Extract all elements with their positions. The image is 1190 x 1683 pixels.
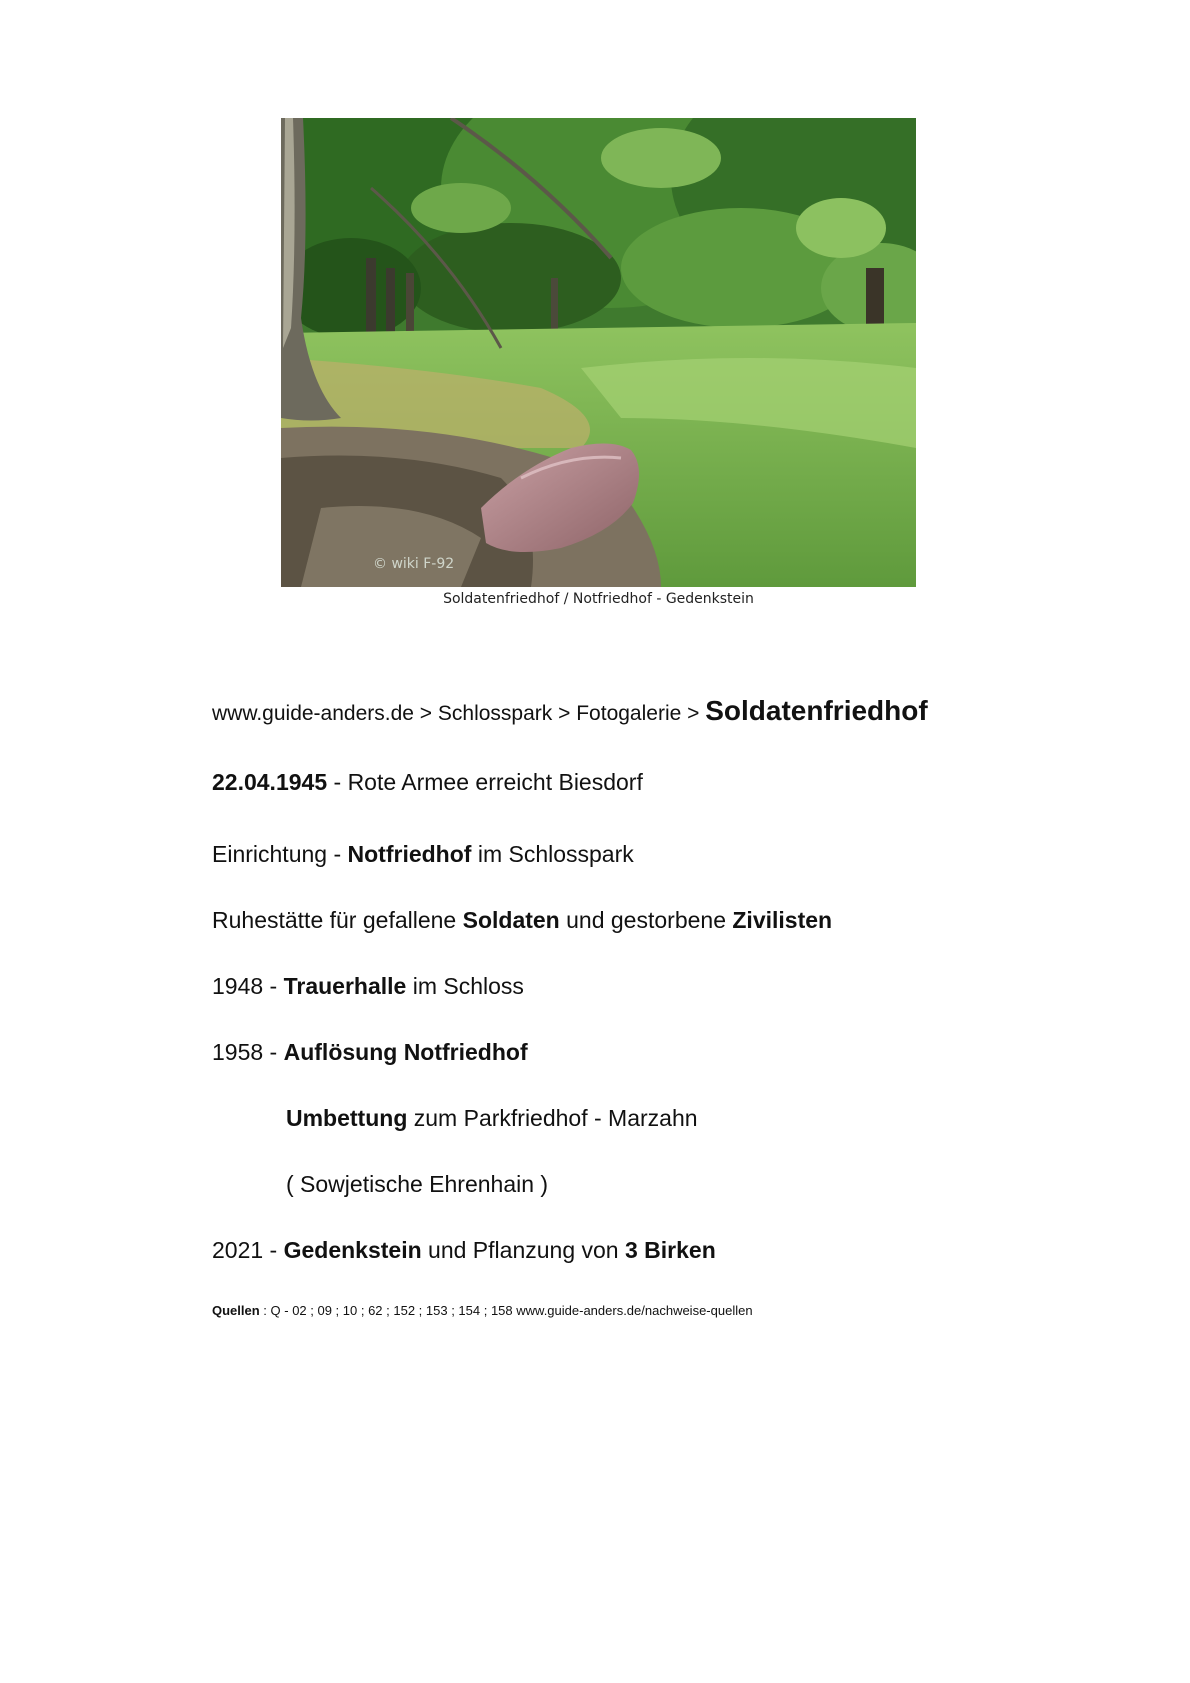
text-parkfriedhof: zum Parkfriedhof - Marzahn: [407, 1105, 698, 1131]
text-1945: - Rote Armee erreicht Biesdorf: [327, 769, 643, 795]
text-line-ehrenhain: [286, 1171, 548, 1199]
text-line-1958: [212, 1039, 528, 1067]
sources-label: Quellen: [212, 1303, 260, 1318]
year-1958: 1958 -: [212, 1039, 284, 1065]
year-1948: 1948 -: [212, 973, 284, 999]
text-line-1945: [212, 769, 643, 797]
text-pflanzung: und Pflanzung von: [421, 1237, 625, 1263]
text-im-schloss: im Schloss: [406, 973, 524, 999]
text-einrichtung: Einrichtung -: [212, 841, 348, 867]
text-line-einrichtung: [212, 841, 634, 869]
text-line-2021: [212, 1237, 716, 1265]
text-im-schlosspark: im Schlosspark: [471, 841, 634, 867]
sources-line: [212, 1303, 753, 1318]
term-trauerhalle: Trauerhalle: [283, 973, 407, 999]
term-umbettung: Umbettung: [286, 1105, 408, 1131]
text-ruhestaette: Ruhestätte für gefallene: [212, 907, 463, 933]
breadcrumb: [212, 694, 928, 728]
text-gestorbene: und gestorbene: [559, 907, 733, 933]
term-3-birken: 3 Birken: [624, 1237, 716, 1263]
text-line-umbettung: [286, 1105, 698, 1133]
term-notfriedhof: Notfriedhof: [347, 841, 472, 867]
date-1945: 22.04.1945: [212, 769, 328, 795]
term-gedenkstein: Gedenkstein: [283, 1237, 422, 1263]
breadcrumb-schlosspark-link[interactable]: Schlosspark: [437, 702, 559, 725]
text-line-1948: [212, 973, 524, 1001]
term-zivilisten: Zivilisten: [732, 907, 833, 933]
year-2021: 2021 -: [212, 1237, 284, 1263]
text-line-ruhestaette: [212, 907, 832, 935]
breadcrumb-separator: >: [687, 702, 706, 725]
park-photo-illustration: [281, 118, 916, 587]
park-photo: [281, 118, 916, 587]
photo-caption: Soldatenfriedhof / Notfriedhof - Gedenkstein: [443, 591, 754, 607]
text-ehrenhain: ( Sowjetische Ehrenhain ): [286, 1171, 549, 1197]
sources-text[interactable]: : Q - 02 ; 09 ; 10 ; 62 ; 152 ; 153 ; 154 ; 158 www.guide-anders.de/nachweise-quellen: [259, 1303, 753, 1318]
breadcrumb-fotogalerie-link[interactable]: Fotogalerie: [576, 702, 688, 725]
breadcrumb-separator: >: [419, 702, 438, 725]
term-aufloesung: Auflösung Notfriedhof: [283, 1039, 528, 1065]
term-soldaten: Soldaten: [462, 907, 560, 933]
breadcrumb-site-link[interactable]: www.guide-anders.de: [212, 702, 420, 725]
page-title: Soldatenfriedhof: [705, 695, 928, 726]
photo-watermark: © wiki F-92: [373, 556, 455, 572]
breadcrumb-separator: >: [558, 702, 577, 725]
